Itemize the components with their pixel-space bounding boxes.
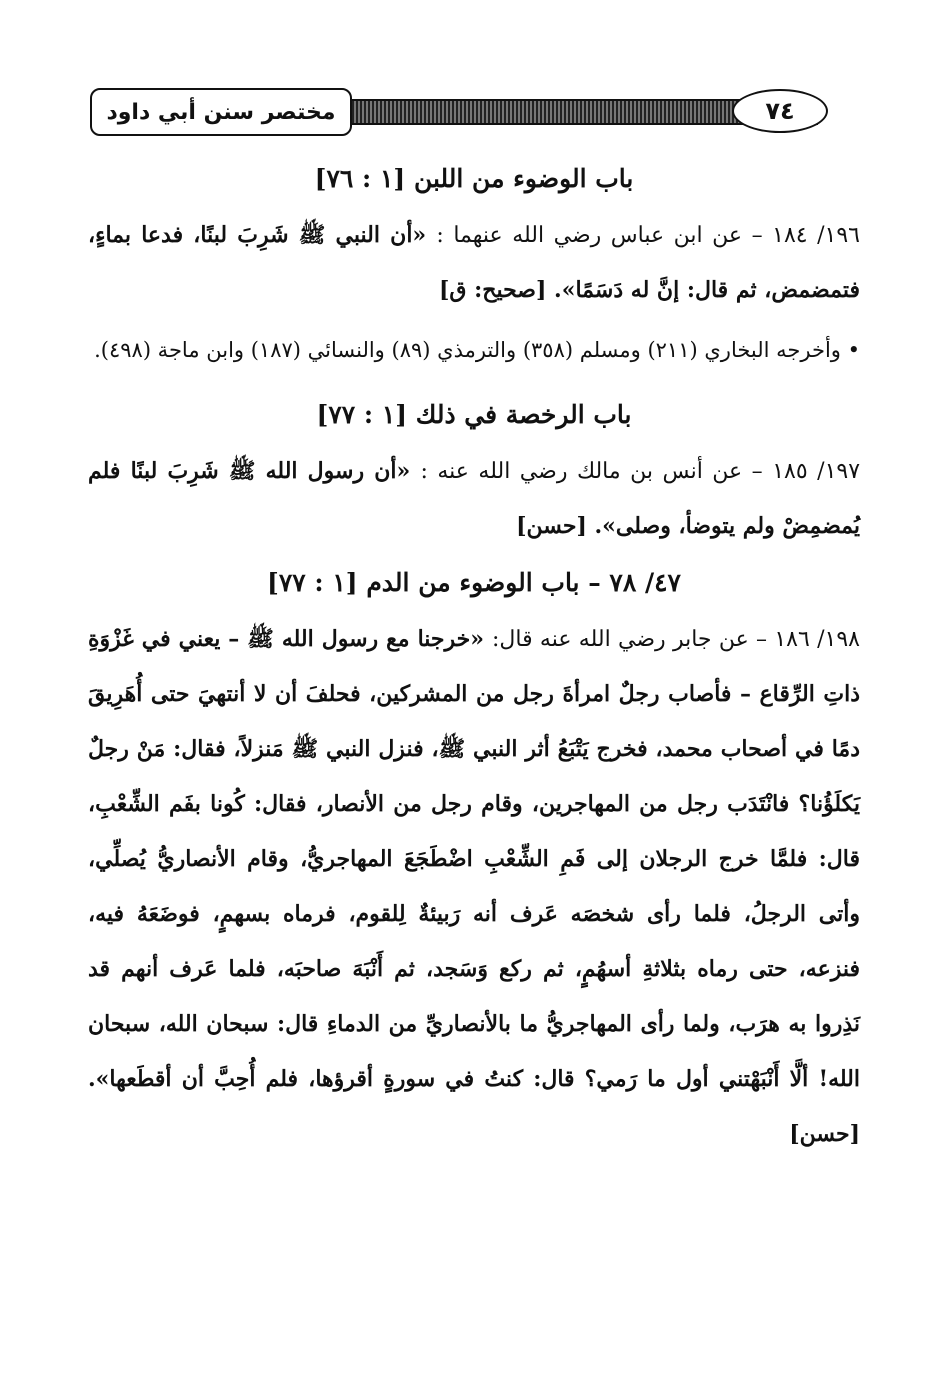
hadith-196-text: «أن النبي ﷺ شَرِبَ لبنًا، فدعا بماءٍ، فتمضمض، ثم قال: إنَّ له دَسَمًا». [صحيح: ق] (88, 222, 860, 303)
section-heading-milk: باب الوضوء من اللبن [١ : ٧٦] (314, 164, 634, 193)
hadith-198-intro: ١٩٨/ ١٨٦ – عن جابر رضي الله عنه قال: (492, 627, 860, 652)
hadith-196 (88, 208, 860, 318)
section-heading-concession: باب الرخصة في ذلك [١ : ٧٧] (316, 400, 632, 429)
hadith-198-text: «خرجنا مع رسول الله ﷺ – يعني في غَزْوَةِ ذاتِ الرِّقاع – فأصاب رجلٌ امرأةَ رجل من المشركين، فحلفَ أن لا أنتهيَ حتى أُهَرِيقَ دمًا في أصحاب محمد، فخرج يَتْبَعُ أثر النبي ﷺ، فنزل النبي ﷺ مَنزلاً، فقال: مَنْ رجلٌ يَكلَؤُنا؟ فانْتَدَب رجل من المهاجرين، وقام رجل من الأنصار، فقال: كُونا بفَم الشِّعْبِ، قال: فلمَّا خرج الرجلان إلى فَمِ الشِّعْبِ اضْطَجَعَ المهاجريُّ، وقام الأنصاريُّ يُصلِّي، وأتى الرجلُ، فلما رأى شخصَه عَرف أنه رَبيئةٌ لِلقوم، فرماه بسهمٍ، فوضَعَهُ فيه، فنزعه، حتى رماه بثلاثةِ أسهُمٍ، ثم ركع وَسَجد، ثم أَنْبَهَ صاحبَه، فلما عَرف أنهم قد نَذِروا به هرَب، ولما رأى المهاجريُّ ما بالأنصاريِّ من الدماءِ قال: سبحان الله، سبحان الله! ألَّا أَنْبَهْتني أول ما رَمي؟ قال: كنتُ في سورةٍ أقرؤها، فلم أُحِبَّ أن أقطَعها». [حسن] (88, 626, 860, 1147)
page-content (88, 150, 860, 1162)
page-number: ٧٤ (732, 89, 828, 133)
hadith-197-text: «أن رسول الله ﷺ شَرِبَ لبنًا فلم يُمضمِضْ ولم يتوضأ، وصلى». [حسن] (88, 458, 860, 539)
book-title: مختصر سنن أبي داود (90, 88, 352, 136)
hadith-198 (88, 612, 860, 1162)
hadith-197 (88, 444, 860, 554)
page-header (88, 86, 858, 136)
hadith-196-note: • وأخرجه البخاري (٢١١) ومسلم (٣٥٨) والترمذي (٨٩) والنسائي (١٨٧) وابن ماجة (٤٩٨). (94, 338, 860, 362)
section-heading-blood: ٤٧/ ٧٨ – باب الوضوء من الدم [١ : ٧٧] (267, 568, 681, 597)
hadith-197-intro: ١٩٧/ ١٨٥ – عن أنس بن مالك رضي الله عنه : (420, 459, 861, 484)
hadith-196-intro: ١٩٦/ ١٨٤ – عن ابن عباس رضي الله عنهما : (436, 223, 860, 248)
